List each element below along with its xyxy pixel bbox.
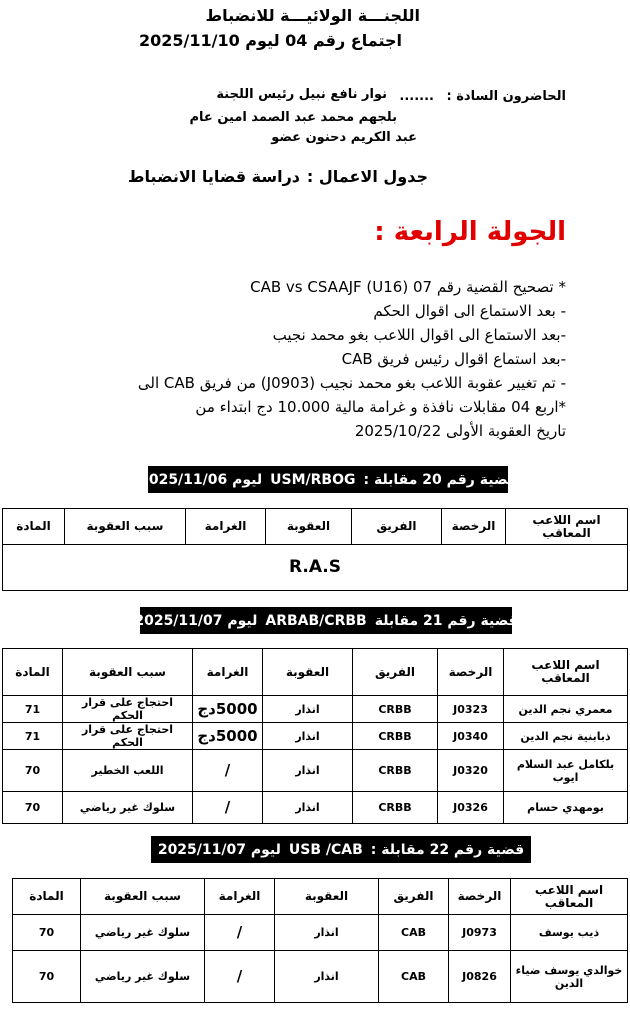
col-header-reason: سبب العقوبة [63,649,193,696]
cell-reason: اللعب الخطير [63,750,193,792]
cell-reason: سلوك غير رياضي [63,792,193,824]
col-header-team: الفريق [379,879,449,915]
attendees-label: الحاضرون السادة : [446,89,566,104]
cell-license: J0323 [438,696,504,723]
cell-player: معمري نجم الدين [504,696,628,723]
table-row [3,792,628,824]
case-match: USB /CAB [288,841,363,858]
correction-line-3: -بعد الاستماع الى اقوال اللاعب بغو محمد نجيب [272,326,566,344]
correction-line-1: * تصحيح القضية رقم 07 CAB vs CSAAJF (U16) [250,278,566,296]
agenda-label: جدول الاعمال : [306,167,428,186]
cell-team: CRBB [353,723,438,750]
col-header-article: المادة [3,509,65,545]
case-number: قضية رقم 21 مقابلة [374,612,518,629]
cell-license: J0973 [449,915,511,951]
round-title: الجولة الرابعة : [374,217,566,247]
cell-player: ذبابنية نجم الدين [504,723,628,750]
correction-line-4: -بعد استماع اقوال رئيس فريق CAB [341,350,566,368]
cell-penalty: انذار [275,951,379,1003]
empty-row-ras: R.A.S [3,545,628,591]
meeting-title: اجتماع رقم 04 ليوم 2025/11/10 [138,31,402,50]
cell-penalty: انذار [263,792,353,824]
col-header-fine: الغرامة [205,879,275,915]
col-header-license: الرخصة [449,879,511,915]
col-header-fine: الغرامة [186,509,266,545]
col-header-reason: سبب العقوبة [65,509,186,545]
col-header-team: الفريق [353,649,438,696]
col-header-penalty: العقوبة [263,649,353,696]
cell-article: 71 [3,696,63,723]
case-table [2,508,628,591]
table-row [3,750,628,792]
cell-license: J0326 [438,792,504,824]
attendees-dots: ....... [399,89,434,104]
case-date: ليوم 2025/11/06 [139,471,263,488]
cell-fine: / [193,792,263,824]
cell-team: CRBB [353,696,438,723]
correction-line-5: - تم تغيير عقوبة اللاعب بغو محمد نجيب (J0903) من فريق CAB الى [137,374,566,392]
col-header-article: المادة [3,649,63,696]
cell-penalty: انذار [263,750,353,792]
case-number: قضية رقم 22 مقابلة : [370,841,525,858]
col-header-player: اسم اللاعب المعاقب [504,649,628,696]
cell-player: خوالدي يوسف ضياء الدين [511,951,628,1003]
cell-article: 71 [3,723,63,750]
cell-penalty: انذار [263,723,353,750]
committee-title: اللجنـــة الولائيـــة للانضباط [205,6,420,25]
col-header-player: اسم اللاعب المعاقب [506,509,628,545]
cell-fine: 5000دج [193,696,263,723]
attendee-2: بلجهم محمد عبد الصمد امين عام [189,110,397,125]
col-header-penalty: العقوبة [275,879,379,915]
cell-fine: / [193,750,263,792]
correction-line-7: تاريخ العقوبة الأولى 2025/10/22 [354,422,566,440]
col-header-penalty: العقوبة [266,509,352,545]
cell-team: CAB [379,915,449,951]
attendee-1: نوار نافع نبيل رئيس اللجنة [216,87,387,102]
table-row [13,915,628,951]
cell-player: بلكامل عبد السلام ايوب [504,750,628,792]
cell-article: 70 [3,750,63,792]
cell-article: 70 [13,951,81,1003]
cell-license: J0340 [438,723,504,750]
case-match: ARBAB/CRBB [265,612,367,629]
cell-license: J0320 [438,750,504,792]
case-date: ليوم 2025/11/07 [157,841,281,858]
cell-fine: 5000دج [193,723,263,750]
cell-penalty: انذار [275,915,379,951]
cell-article: 70 [3,792,63,824]
cell-fine: / [205,915,275,951]
col-header-article: المادة [13,879,81,915]
cell-team: CRBB [353,750,438,792]
cell-reason: سلوك غير رياضي [81,951,205,1003]
col-header-reason: سبب العقوبة [81,879,205,915]
case-banner [139,466,517,493]
case-banner [134,607,518,634]
cell-player: بومهدي حسام [504,792,628,824]
cell-team: CRBB [353,792,438,824]
cell-team: CAB [379,951,449,1003]
case-table [12,878,628,1003]
col-header-player: اسم اللاعب المعاقب [511,879,628,915]
col-header-team: الفريق [352,509,442,545]
table-row [13,951,628,1003]
attendee-3: عبد الكريم دحنون عضو [271,130,417,145]
table-row [3,723,628,750]
case-table [2,648,628,824]
case-number: قضية رقم 20 مقابلة : [363,471,517,488]
table-row [3,696,628,723]
cell-reason: سلوك غير رياضي [81,915,205,951]
cell-fine: / [205,951,275,1003]
cell-article: 70 [13,915,81,951]
col-header-license: الرخصة [442,509,506,545]
cell-reason: احتجاج على قرار الحكم [63,723,193,750]
cell-penalty: انذار [263,696,353,723]
case-banner [151,836,531,863]
cell-player: ذيب يوسف [511,915,628,951]
case-date: ليوم 2025/11/07 [134,612,258,629]
col-header-fine: الغرامة [193,649,263,696]
case-match: USM/RBOG [270,471,356,488]
cell-reason: احتجاج على قرار الحكم [63,696,193,723]
agenda-value: دراسة قضايا الانضباط [127,167,300,186]
correction-line-2: - بعد الاستماع الى اقوال الحكم [373,302,566,320]
correction-line-6: *اربع 04 مقابلات نافذة و غرامة مالية 10.000 دج ابتداء من [195,398,566,416]
cell-license: J0826 [449,951,511,1003]
col-header-license: الرخصة [438,649,504,696]
